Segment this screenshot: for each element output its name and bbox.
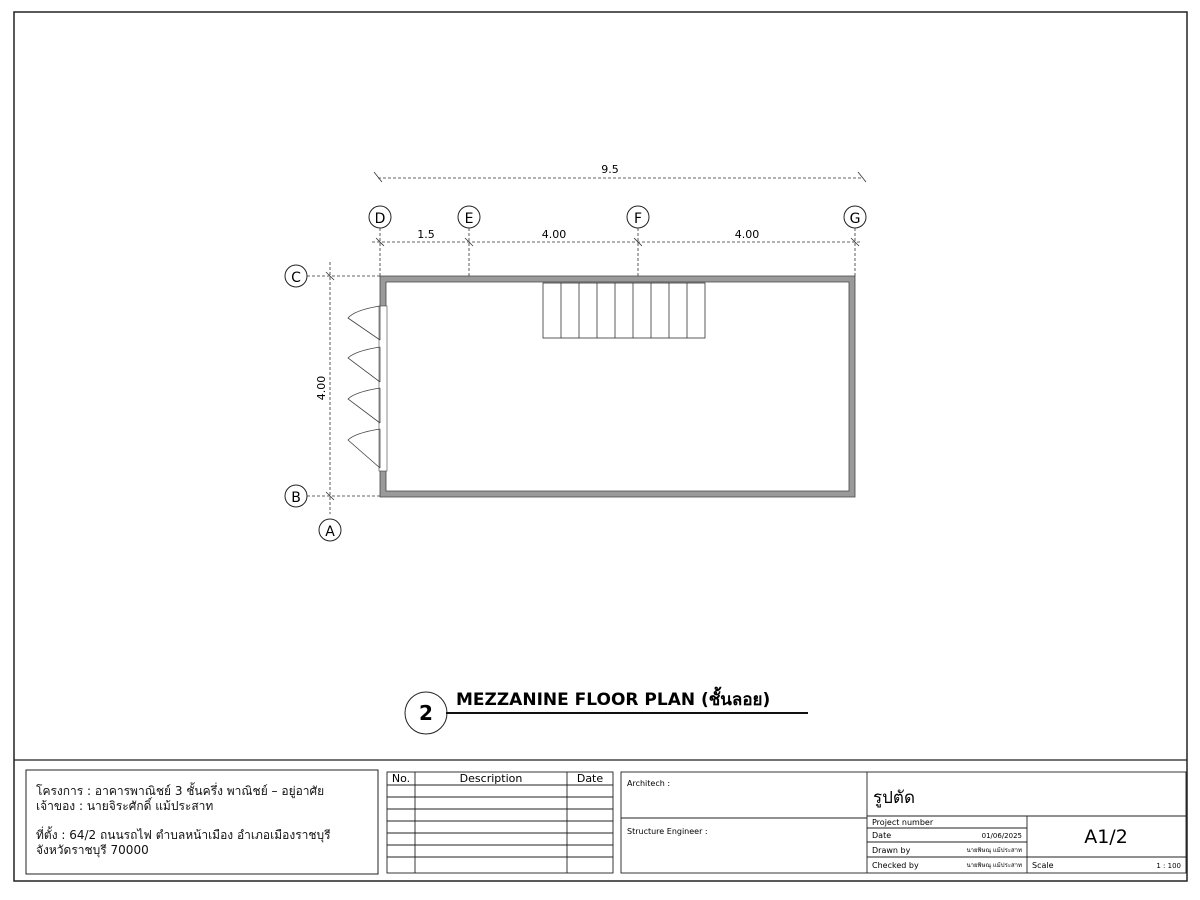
architect-label: Architech : [627,779,671,788]
drawn-by-value: นายพิษณุ แม้ประสาท [966,847,1022,854]
dimension-depth: 4.00 [315,375,328,401]
revision-table [387,772,613,873]
scale-label: Scale [1032,861,1054,870]
sheet-border [14,12,1187,881]
grid-bubble-d [369,206,391,228]
grid-label-d: D [374,211,386,227]
project-location: ที่ตั้ง : 64/2 ถนนรถไฟ ตำบลหน้าเมือง อำเภอเมืองราชบุรี [36,828,331,842]
sheet-title: รูปตัด [873,788,916,808]
checked-by-value: นายพิษณุ แม้ประสาท [966,862,1022,869]
date-label: Date [872,831,892,840]
checked-by-label: Checked by [872,861,919,870]
dimension-bay-1: 1.5 [417,228,435,241]
grid-label-c: C [291,270,301,286]
dimension-bay-2: 4.00 [541,228,567,241]
grid-label-a: A [325,524,335,540]
grid-label-g: G [849,211,861,227]
scale-value: 1 : 100 [1156,862,1181,870]
grid-bubble-f [627,206,649,228]
grid-lines [307,228,855,514]
overall-dimension [374,172,866,182]
project-name: โครงการ : อาคารพาณิชย์ 3 ชั้นครึ่ง พาณิชย์ – อยู่อาศัย [36,784,325,798]
window-swings [348,306,380,468]
grid-label-b: B [291,490,301,506]
grid-bubble-b [285,485,307,507]
project-info [36,784,331,858]
revision-header-no: No. [391,772,411,785]
project-owner: เจ้าของ : นายจิระศักดิ์ แม้ประสาท [36,799,214,813]
project-province: จังหวัดราชบุรี 70000 [36,843,149,857]
date-value: 01/06/2025 [981,832,1022,840]
grid-bubble-c [285,265,307,287]
grid-bubble-g [844,206,866,228]
grid-label-e: E [464,211,474,227]
revision-header-date: Date [576,772,604,785]
sheet-number: A1/2 [1084,826,1128,848]
staircase [543,283,705,338]
drawing-title: MEZZANINE FLOOR PLAN (ชั้นลอย) [456,690,771,710]
drawing-number: 2 [419,701,433,725]
drawn-by-label: Drawn by [872,846,911,855]
grid-bubble-a [319,519,341,541]
dimension-overall: 9.5 [601,163,619,176]
revision-header-description: Description [459,772,523,785]
grid-bubble-e [458,206,480,228]
bay-dimension [372,238,862,246]
grid-label-f: F [633,211,643,227]
structure-engineer-label: Structure Engineer : [627,827,708,836]
dimension-bay-3: 4.00 [734,228,760,241]
project-number-label: Project number [872,818,934,827]
